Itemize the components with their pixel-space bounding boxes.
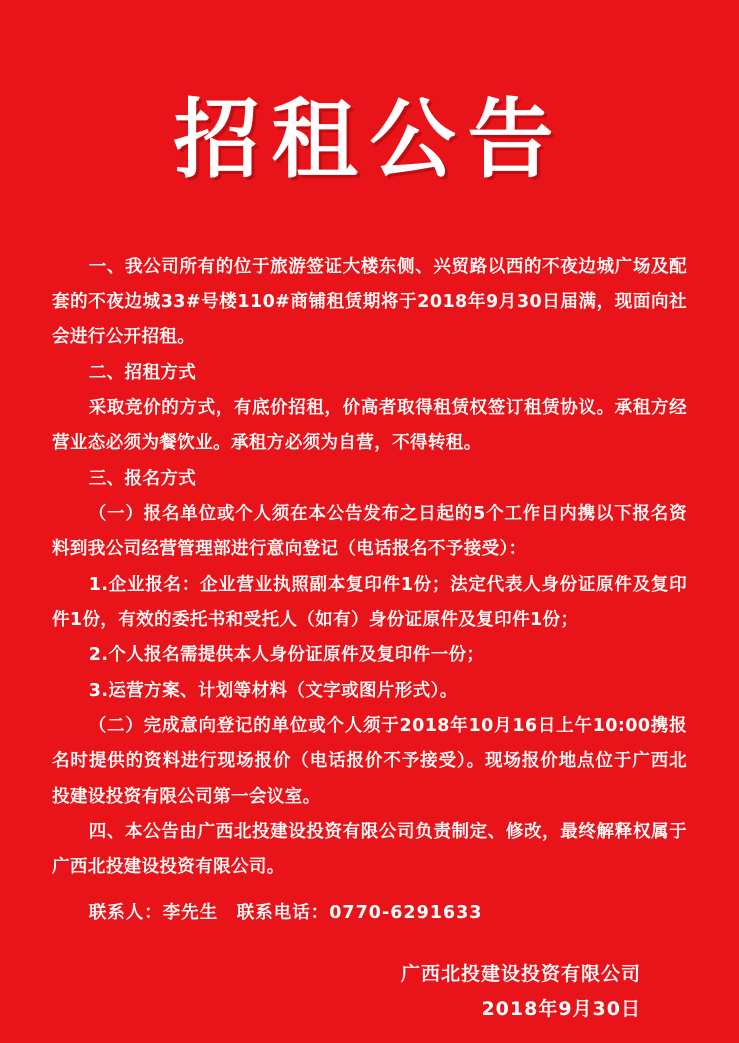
announcement-body (52, 250, 687, 932)
paragraph-9: （二）完成意向登记的单位或个人须于2018年10月16日上午10:00携报名时提供的资料进行现场报价（电话报价不予接受）。现场报价地点位于广西北投建设投资有限公司第一会议室。 (52, 715, 687, 807)
paragraph-10: 四、本公告由广西北投建设投资有限公司负责制定、修改，最终解释权属于广西北投建设投资有限公司。 (52, 822, 687, 878)
signature-block (52, 957, 687, 1027)
contact-line: 联系人：李先生 联系电话：0770-6291633 (88, 902, 483, 923)
page-title: 招租公告 (173, 89, 566, 190)
paragraph-5: （一）报名单位或个人须在本公告发布之日起的5个工作日内携以下报名资料到我公司经营管理部进行意向登记（电话报名不予接受）： (52, 503, 687, 560)
paragraph-2: 二、招租方式 (88, 362, 197, 383)
paragraph-1: 一、我公司所有的位于旅游签证大楼东侧、兴贸路以西的不夜边城广场及配套的不夜边城33#号楼110#商铺租赁期将于2018年9月30日届满，现面向社会进行公开招租。 (52, 256, 687, 348)
signature-date: 2018年9月30日 (481, 998, 641, 1021)
paragraph-4: 三、报名方式 (88, 468, 197, 489)
paragraph-8: 3.运营方案、计划等材料（文字或图片形式）。 (88, 680, 458, 701)
paragraph-3: 采取竞价的方式，有底价招租，价高者取得租赁权签订租赁协议。承租方经营业态必须为餐饮业。承租方必须为自营，不得转租。 (52, 397, 687, 454)
paragraph-6: 1.企业报名：企业营业执照副本复印件1份；法定代表人身份证原件及复印件1份，有效的委托书和受托人（如有）身份证原件及复印件1份； (52, 574, 687, 630)
paragraph-7: 2.个人报名需提供本人身份证原件及复印件一份； (88, 645, 485, 666)
signature-company: 广西北投建设投资有限公司 (400, 963, 641, 986)
